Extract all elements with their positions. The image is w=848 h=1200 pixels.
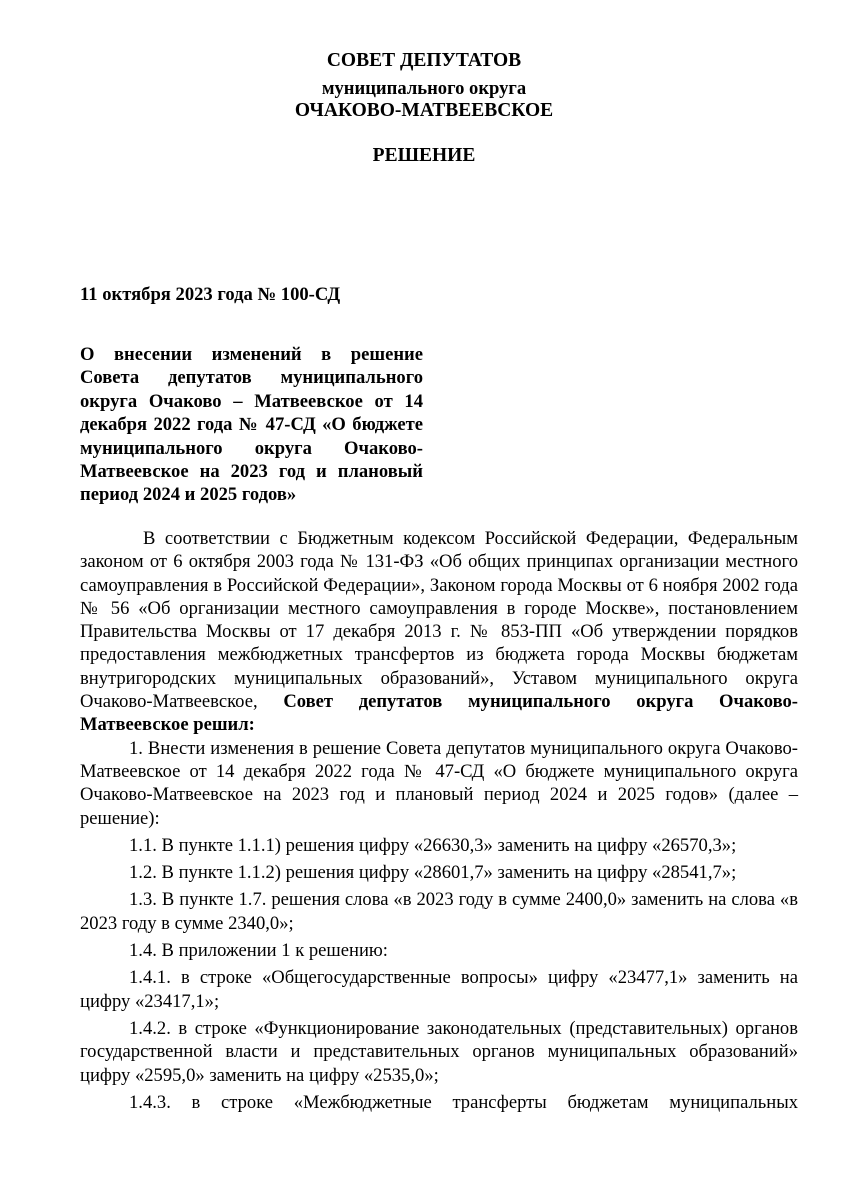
item-1: 1. Внести изменения в решение Совета депутатов муниципального округа Очаково-Матвеевское от 14 декабря 2022 года № 47-СД «О бюджете муниципального округа Очаково-Матвеевское на 2023 год и плановый период 2024 и 2025 годов» (далее – решение): [80, 737, 798, 829]
document-body [80, 527, 798, 1114]
item-1-4-3: 1.4.3. в строке «Межбюджетные трансферты бюджетам муниципальных [129, 1091, 798, 1113]
date-number: 11 октября 2023 года № 100-СД [80, 284, 341, 305]
item-1-1: 1.1. В пункте 1.1.1) решения цифру «26630,3» заменить на цифру «26570,3»; [129, 834, 737, 856]
item-1-3: 1.3. В пункте 1.7. решения слова «в 2023 году в сумме 2400,0» заменить на слова «в 2023 году в сумме 2340,0»; [80, 889, 798, 934]
item-1-4-1: 1.4.1. в строке «Общегосударственные вопросы» цифру «23477,1» заменить на цифру «23417,1»; [80, 967, 798, 1012]
preamble-decision: Совет депутатов муниципального округа Очаково-Матвеевское решил: [80, 691, 798, 736]
preamble-text: В соответствии с Бюджетным кодексом Российской Федерации, Федеральным законом от 6 октября 2003 года № 131-ФЗ «Об общих принципах организации местного самоуправления в Российской Федерации», Законом города Москвы от 6 ноября 2002 года № 56 «Об организации местного самоуправления в городе Москве», постановлением Правительства Москвы от 17 декабря 2013 г. № 853-ПП «Об утверждении порядков предоставления межбюджетных трансфертов из бюджета города Москвы бюджетам внутригородских муниципальных образований», Уставом муниципального округа Очаково-Матвеевское, [80, 528, 798, 713]
preamble-paragraph [80, 527, 798, 737]
item-1-2: 1.2. В пункте 1.1.2) решения цифру «28601,7» заменить на цифру «28541,7»; [129, 862, 737, 884]
decision-subject: О внесении изменений в решение Совета депутатов муниципального округа Очаково – Матвеевское от 14 декабря 2022 года № 47-СД «О бюджете муниципального округа Очаково-Матвеевское на 2023 год и плановый период 2024 и 2025 годов» [80, 344, 423, 506]
org-name: ОЧАКОВО-МАТВЕЕВСКОЕ [294, 100, 554, 121]
doc-type: РЕШЕНИЕ [372, 145, 476, 166]
org-title: СОВЕТ ДЕПУТАТОВ [326, 50, 522, 71]
item-1-4-2: 1.4.2. в строке «Функционирование законодательных (представительных) органов государственной власти и представительных органов муниципальных образований» цифру «2595,0» заменить на цифру «2535,0»; [80, 1017, 798, 1086]
org-subtitle: муниципального округа [321, 78, 527, 99]
item-1-4: 1.4. В приложении 1 к решению: [129, 940, 388, 962]
